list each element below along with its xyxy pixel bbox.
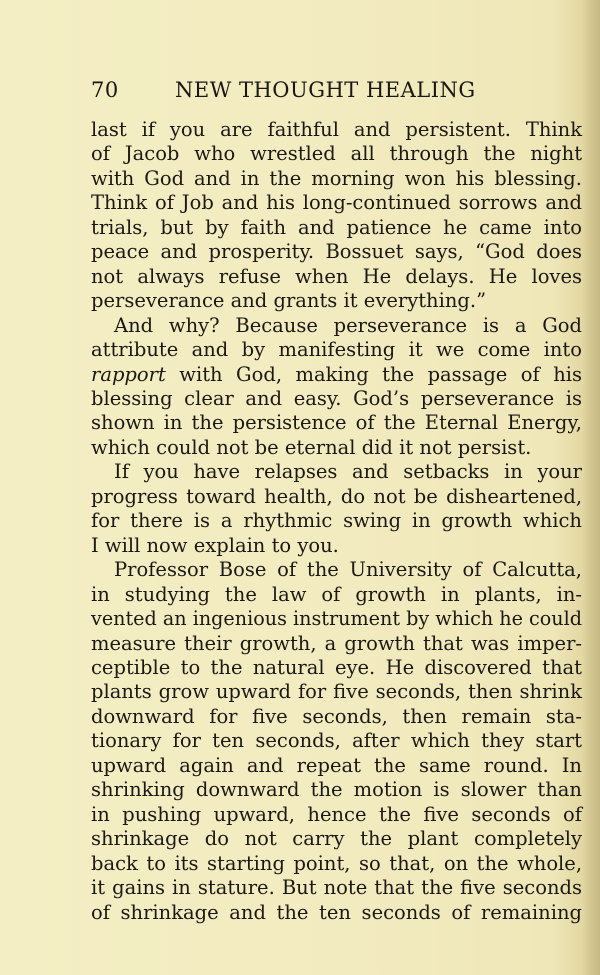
text-line: in studying the law of growth in plants, in-	[91, 582, 583, 606]
paragraph-2	[91, 314, 582, 461]
text-line: shown in the persistence of the Eternal Energy,	[91, 411, 582, 435]
text-line: of shrinkage and the ten seconds of remaining	[91, 900, 582, 924]
page-header	[91, 74, 501, 108]
text-line: vented an ingenious instrument by which he could	[91, 607, 583, 631]
text-line: shrinking downward the motion is slower than	[91, 778, 582, 802]
text-line: perseverance and grants it everything.”	[91, 289, 487, 313]
text-line: it gains in stature. But note that the five seconds	[91, 876, 582, 900]
text-line: of Jacob who wrestled all through the night	[91, 142, 583, 166]
text-line: for there is a rhythmic swing in growth which	[91, 509, 582, 533]
text-line: last if you are faithful and persistent. Think	[91, 118, 583, 141]
text-line: Professor Bose of the University of Calcutta,	[114, 558, 582, 582]
text-line: attribute and by manifesting it we come into	[91, 338, 582, 362]
text-line: I will now explain to you.	[91, 533, 339, 557]
text-line: And why? Because perseverance is a God	[114, 313, 583, 337]
page-edge-shadow	[582, 0, 600, 975]
paragraph-4	[91, 558, 582, 925]
text-line: progress toward health, do not be disheartened,	[91, 484, 583, 508]
text-line-rest: with God, making the passage of his	[165, 362, 583, 386]
paragraph-1	[91, 118, 582, 314]
text-line: shrinkage do not carry the plant completely	[91, 827, 583, 851]
text-line: tionary for ten seconds, after which they start	[91, 729, 582, 753]
text-line: Think of Job and his long-continued sorrows and	[91, 191, 582, 215]
text-line: plants grow upward for five seconds, then shrink	[91, 680, 583, 704]
running-title: NEW THOUGHT HEALING	[175, 78, 476, 102]
text-line: trials, but by faith and patience he came into	[91, 215, 583, 239]
text-line: not always refuse when He delays. He loves	[91, 264, 582, 288]
body-text	[91, 118, 582, 925]
text-line: which could not be eternal did it not persist.	[91, 435, 532, 459]
text-line: upward again and repeat the same round. In	[91, 753, 582, 777]
text-line: in pushing upward, hence the five seconds of	[91, 802, 583, 826]
text-line-with-italic	[91, 363, 582, 387]
text-line: back to its starting point, so that, on the whole,	[91, 851, 583, 875]
text-line: ceptible to the natural eye. He discovered that	[91, 655, 582, 679]
text-line: measure their growth, a growth that was imper-	[91, 631, 582, 655]
text-line: If you have relapses and setbacks in your	[114, 460, 582, 484]
text-line: blessing clear and easy. God’s perseverance is	[91, 386, 582, 410]
paragraph-3	[91, 460, 582, 558]
text-line: peace and prosperity. Bossuet says, “God does	[91, 240, 582, 264]
page-number: 70	[91, 78, 119, 102]
text-line: downward for five seconds, then remain sta-	[91, 704, 582, 728]
text-line: with God and in the morning won his blessing.	[91, 166, 582, 190]
italic-word: rapport	[91, 362, 166, 386]
